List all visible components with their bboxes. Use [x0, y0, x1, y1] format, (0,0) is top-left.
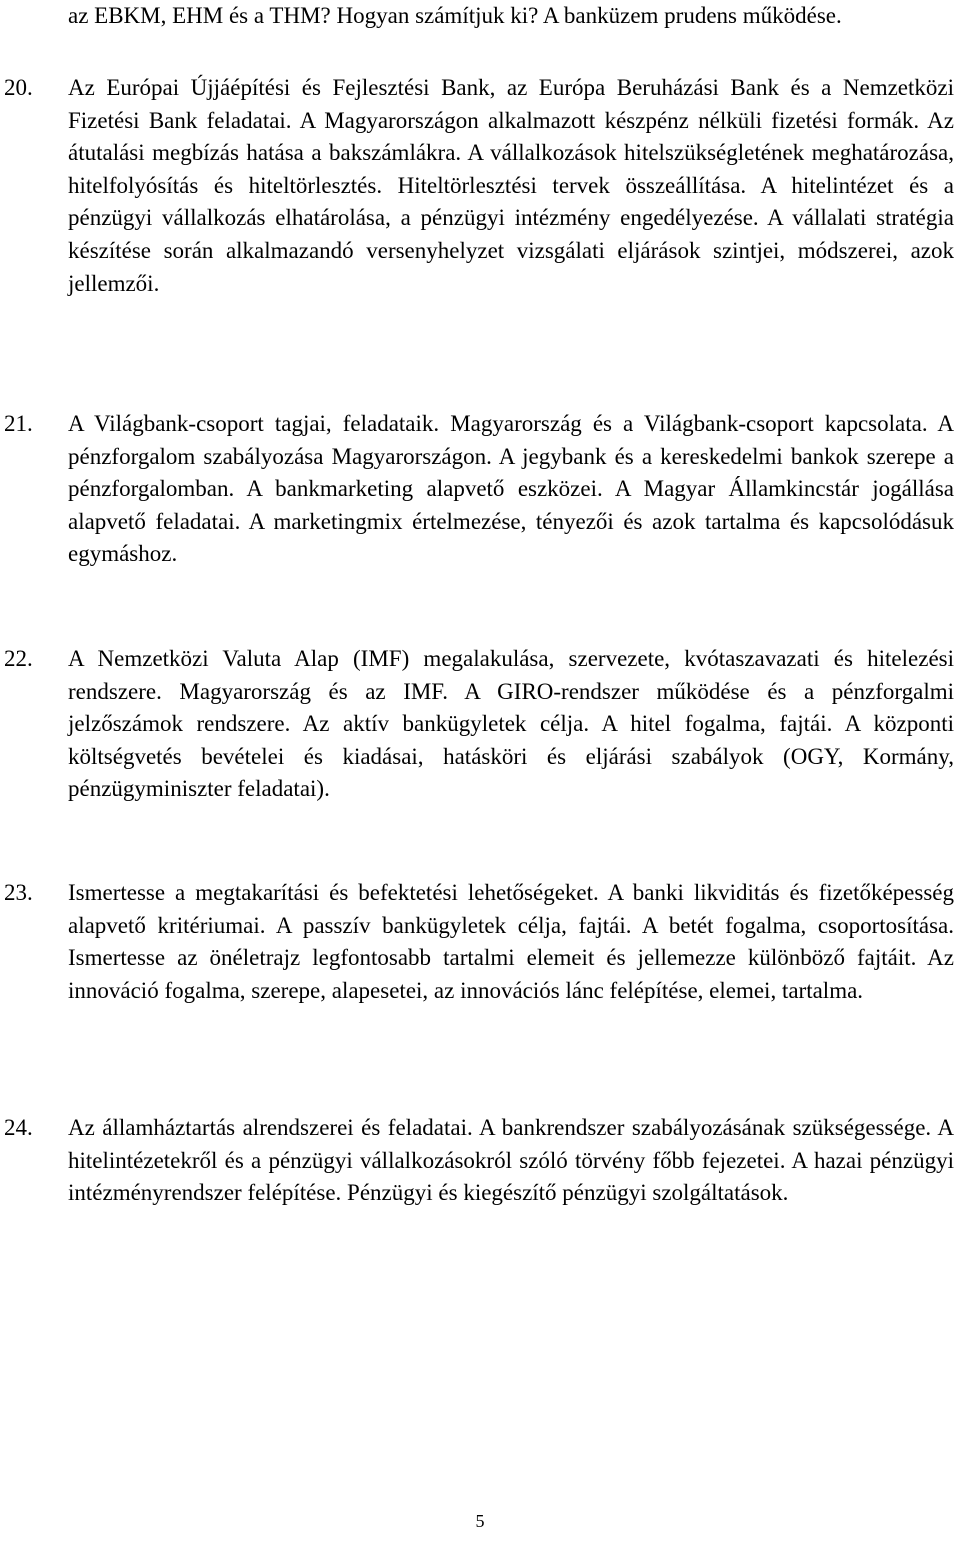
page-number: 5: [475, 1511, 485, 1531]
item-text: Az Európai Újjáépítési és Fejlesztési Bank, az Európa Beruházási Bank és a Nemzetközi Fizetési Bank feladatai. A Magyarországon alkalmazott készpénz nélküli fizetési formák. Az átutalási megbízás hatása a bakszámlákra. A vállalkozások hitelszükségletének meghatározása, hitelfolyósítás és hiteltörlesztés. Hiteltörlesztési tervek összeállítása. A hitelintézet és a pénzügyi vállalkozás elhatárolása, a pénzügyi intézmény engedélyezése. A vállalati stratégia készítése során alkalmazandó versenyhelyzet vizsgálati eljárások szintjei, módszerei, azok jellemzői.: [68, 75, 954, 296]
item-number: 20.: [4, 75, 33, 100]
item-number: 23.: [4, 880, 33, 905]
item-text: Ismertesse a megtakarítási és befektetési lehetőségeket. A banki likviditás és fizetőképesség alapvető kritériumai. A passzív bankügyletek célja, fajtái. A betét fogalma, csoportosítása. Ismertesse az önéletrajz legfontosabb tartalmi elemeit és jellemezze különböző fajtáit. Az innováció fogalma, szerepe, alapesetei, az innovációs lánc felépítése, elemei, tartalma.: [68, 880, 954, 1003]
item-text: A Nemzetközi Valuta Alap (IMF) megalakulása, szervezete, kvótaszavazati és hitelezési rendszere. Magyarország és az IMF. A GIRO-rendszer működése és a pénzforgalmi jelzőszámok rendszere. Az aktív bankügyletek célja. A hitel fogalma, fajtái. A központi költségvetés bevételei és kiadásai, hatásköri és eljárási szabályok (OGY, Kormány, pénzügyminiszter feladatai).: [68, 646, 954, 802]
list-item: [4, 408, 958, 571]
list-item: [4, 72, 958, 300]
list-item: [4, 1112, 958, 1210]
item-text: A Világbank-csoport tagjai, feladataik. Magyarország és a Világbank-csoport kapcsolata. A pénzforgalom szabályozása Magyarországon. A jegybank és a kereskedelmi bankok szerepe a pénzforgalomban. A bankmarketing alapvető eszközei. A Magyar Államkincstár jogállása alapvető feladatai. A marketingmix értelmezése, tényezői és azok tartalma és kapcsolódásuk egymáshoz.: [68, 411, 954, 567]
item-text: Az államháztartás alrendszerei és feladatai. A bankrendszer szabályozásának szükségessége. A hitelintézetekről és a pénzügyi vállalkozásokról szóló törvény főbb fejezetei. A hazai pénzügyi intézményrendszer felépítése. Pénzügyi és kiegészítő pénzügyi szolgáltatások.: [68, 1115, 954, 1206]
item-number: 22.: [4, 646, 33, 671]
item-number: 21.: [4, 411, 33, 436]
item-number: 24.: [4, 1115, 33, 1140]
intro-continuation-paragraph: az EBKM, EHM és a THM? Hogyan számítjuk ki? A banküzem prudens működése.: [68, 3, 842, 28]
list-item: [4, 877, 958, 1007]
list-item: [4, 643, 958, 806]
